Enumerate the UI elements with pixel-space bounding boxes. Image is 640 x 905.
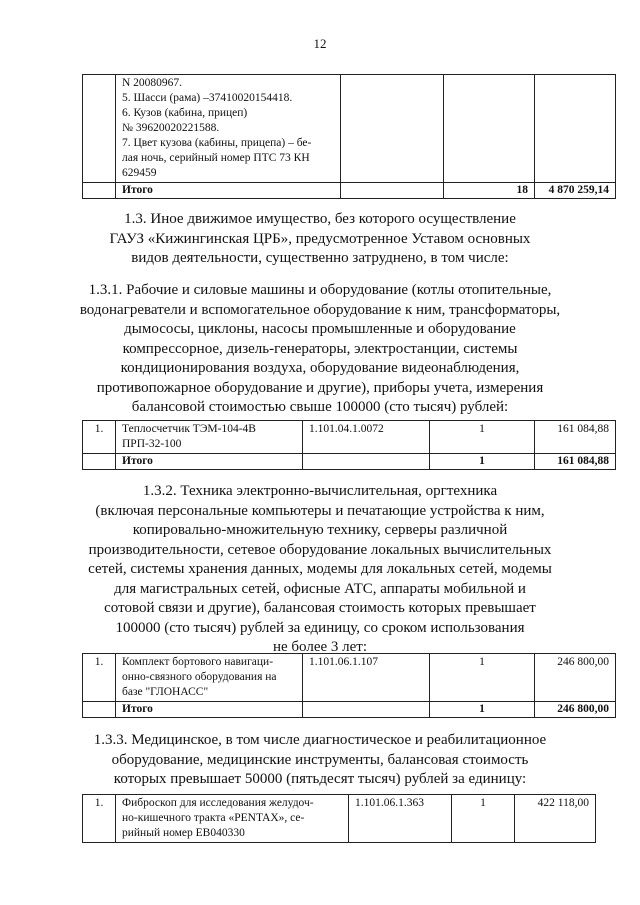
row-number xyxy=(83,75,116,183)
section-heading-1-3-2 xyxy=(40,482,600,658)
description-line: лая ночь, серийный номер ПТС 73 КН xyxy=(122,152,310,164)
value xyxy=(535,75,616,183)
heading-line: 100000 (сто тысяч) рублей за единицу, со сроком использования xyxy=(115,619,525,636)
quantity xyxy=(444,75,535,183)
table-vehicles-continued xyxy=(82,74,616,199)
description-line: Комплект бортового навигаци- xyxy=(122,656,274,668)
value: 422 118,00 xyxy=(515,795,596,843)
description-line: базе "ГЛОНАСС" xyxy=(122,686,209,698)
page-number: 12 xyxy=(313,36,327,51)
table-row xyxy=(83,75,616,183)
heading-line: которых превышает 50000 (пятьдесят тысяч) рублей за единицу: xyxy=(113,771,527,787)
description-line: 6. Кузов (кабина, прицеп) xyxy=(122,107,248,119)
item-description xyxy=(116,421,303,454)
total-quantity: 18 xyxy=(444,183,535,199)
section-heading-1-3 xyxy=(40,210,600,269)
heading-line: 1.3.2. Техника электронно-вычислительная, оргтехника xyxy=(142,483,498,499)
inventory-code: 1.101.04.1.0072 xyxy=(303,421,430,454)
value: 161 084,88 xyxy=(535,421,616,454)
total-row xyxy=(83,454,616,470)
description-line: рийный номер EB040330 xyxy=(122,827,245,839)
heading-line: противопожарное оборудование и другие), приборы учета, измерения xyxy=(96,379,544,396)
inventory-code: 1.101.06.1.107 xyxy=(303,654,430,702)
heading-line: сотовой связи и другие), балансовая стоимость которых превышает xyxy=(104,600,536,616)
heading-line: оборудование, медицинские инструменты, балансовая стоимость xyxy=(111,751,529,768)
heading-line: компрессорное, дизель-генераторы, электростанции, системы xyxy=(122,340,518,357)
inventory-code: 1.101.06.1.363 xyxy=(349,795,452,843)
table-row xyxy=(83,795,596,843)
item-description xyxy=(116,795,349,843)
table-medical-equipment xyxy=(82,794,596,843)
quantity: 1 xyxy=(430,421,535,454)
quantity: 1 xyxy=(430,654,535,702)
total-row xyxy=(83,183,616,199)
heading-line: видов деятельности, существенно затруднено, в том числе: xyxy=(131,250,509,266)
description-line: 7. Цвет кузова (кабины, прицепа) – бе- xyxy=(122,137,312,149)
table-row xyxy=(83,654,616,702)
section-heading-1-3-3 xyxy=(40,731,600,790)
section-heading-1-3-1 xyxy=(40,281,600,418)
row-number: 1. xyxy=(83,421,116,454)
heading-line: водонагреватели и вспомогательное оборудование к ним, трансформаторы, xyxy=(79,301,561,318)
total-row xyxy=(83,702,616,718)
description-line: но-кишечного тракта «PENTAX», се- xyxy=(122,812,305,824)
description-line: № 39620020221588. xyxy=(122,122,220,134)
quantity: 1 xyxy=(452,795,515,843)
total-label: Итого xyxy=(116,183,341,199)
table-row xyxy=(83,421,616,454)
description-line: онно-связного оборудования на xyxy=(122,671,277,683)
description-line: ПРП-32-100 xyxy=(122,438,182,450)
total-label: Итого xyxy=(116,454,303,470)
heading-line: для магистральных сетей, офисные АТС, аппараты мобильной и xyxy=(114,580,526,597)
heading-line: (включая персональные компьютеры и печатающие устройства к ним, xyxy=(95,502,545,519)
table-computer-equipment xyxy=(82,653,616,718)
heading-line: производительности, сетевое оборудование локальных вычислительных xyxy=(88,541,552,558)
description-line: Фиброскоп для исследования желудоч- xyxy=(122,797,314,809)
heading-line: 1.3.3. Медицинское, в том числе диагностическое и реабилитационное xyxy=(93,732,547,748)
total-label: Итого xyxy=(116,702,303,718)
item-description xyxy=(116,654,303,702)
row-number: 1. xyxy=(83,795,116,843)
table-machines-equipment xyxy=(82,420,616,470)
description-line: 629459 xyxy=(122,167,157,179)
description-line: Теплосчетчик ТЭМ-104-4В xyxy=(122,423,256,435)
inventory-code xyxy=(341,75,444,183)
total-quantity: 1 xyxy=(430,702,535,718)
total-quantity: 1 xyxy=(430,454,535,470)
total-value: 4 870 259,14 xyxy=(535,183,616,199)
item-description xyxy=(116,75,341,183)
heading-line: копировально-множительную технику, серверы различной xyxy=(132,522,508,538)
heading-line: не более 3 лет: xyxy=(272,639,368,655)
heading-line: ГАУЗ «Кижингинская ЦРБ», предусмотренное Уставом основных xyxy=(109,230,531,247)
heading-line: кондиционирования воздуха, оборудование видеонаблюдения, xyxy=(120,360,520,376)
row-number: 1. xyxy=(83,654,116,702)
total-value: 161 084,88 xyxy=(535,454,616,470)
heading-line: 1.3.1. Рабочие и силовые машины и оборудование (котлы отопительные, xyxy=(88,282,552,298)
value: 246 800,00 xyxy=(535,654,616,702)
heading-line: дымососы, циклоны, насосы промышленные и оборудование xyxy=(124,321,516,337)
heading-line: сетей, системы хранения данных, модемы для локальных сетей, модемы xyxy=(88,561,552,577)
total-value: 246 800,00 xyxy=(535,702,616,718)
description-line: 5. Шасси (рама) –37410020154418. xyxy=(122,92,293,104)
heading-line: балансовой стоимостью свыше 100000 (сто тысяч) рублей: xyxy=(131,399,509,415)
heading-line: 1.3. Иное движимое имущество, без которого осуществление xyxy=(124,211,516,227)
description-line: N 20080967. xyxy=(122,77,183,89)
